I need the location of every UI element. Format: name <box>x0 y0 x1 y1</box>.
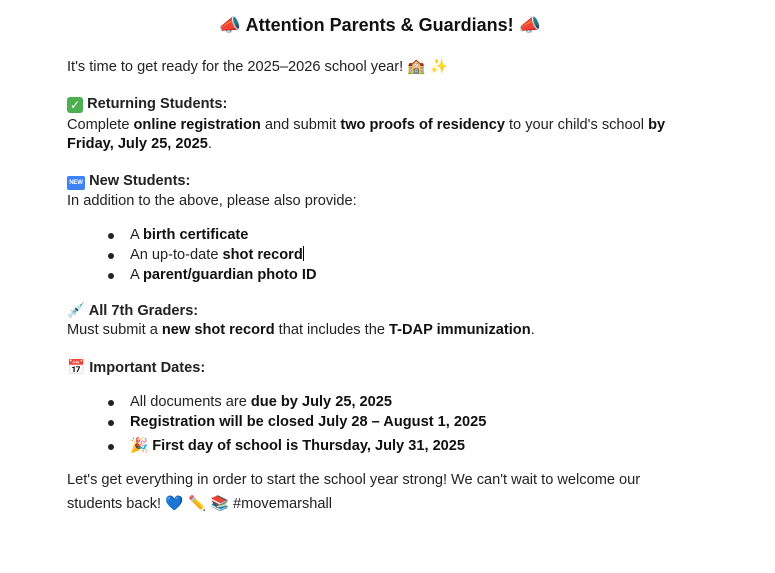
text-run: that includes the <box>274 322 390 338</box>
closing-paragraph <box>67 469 677 516</box>
returning-heading-text: Returning Students: <box>87 96 228 112</box>
check-mark-icon: ✓ <box>67 97 83 113</box>
first-day-of-school: First day of school is Thursday, July 31, 2025 <box>152 438 466 454</box>
shot-record: shot record <box>222 247 303 263</box>
photo-id: parent/guardian photo ID <box>142 267 317 283</box>
text-run: . <box>530 322 535 338</box>
tdap-immunization: T-DAP immunization <box>389 322 531 338</box>
text-run: An up-to-date <box>130 247 223 263</box>
closing-text: Let's get everything in order to start the school year strong! We can't wait to welcome our students back! <box>67 472 641 512</box>
returning-deadline: by Friday, July 25, 2025 <box>67 117 666 152</box>
megaphone-icon: 📣 <box>218 15 242 36</box>
text-run: Complete <box>67 117 134 133</box>
hashtag: #movemarshall <box>233 496 332 512</box>
online-registration: online registration <box>133 117 261 133</box>
important-dates-list <box>105 392 665 456</box>
intro-paragraph <box>67 57 677 77</box>
returning-heading <box>67 95 677 114</box>
intro-text: It's time to get ready for the 2025–2026 school year! <box>67 59 404 75</box>
list-item <box>105 412 665 432</box>
seventh-heading-text: All 7th Graders: <box>88 303 199 319</box>
new-badge-icon: NEW <box>67 176 85 190</box>
title-text: Attention Parents & Guardians! <box>245 15 514 35</box>
documents-deadline: due by July 25, 2025 <box>250 394 393 410</box>
syringe-icon: 💉 <box>67 302 86 319</box>
school-sparkles-icon: 🏫 ✨ <box>407 58 449 75</box>
new-students-paragraph <box>67 192 677 211</box>
new-students-text: In addition to the above, please also provide: <box>67 193 357 209</box>
megaphone-icon: 📣 <box>518 15 542 36</box>
new-students-heading <box>67 172 677 191</box>
text-run: All documents are <box>130 394 251 410</box>
list-item <box>105 245 665 265</box>
list-item <box>105 265 665 285</box>
text-run: and submit <box>260 117 341 133</box>
seventh-graders-heading <box>67 301 677 321</box>
list-item <box>105 225 665 245</box>
dates-heading-text: Important Dates: <box>89 360 206 376</box>
heart-pencil-books-icon: 💙 ✏️ 📚 <box>165 495 229 512</box>
text-cursor <box>303 246 304 261</box>
text-run: A <box>130 267 143 283</box>
text-run: to your child's school <box>504 117 649 133</box>
new-students-heading-text: New Students: <box>89 173 191 189</box>
calendar-icon: 📅 <box>67 359 86 376</box>
text-run: . <box>207 136 212 152</box>
new-students-list <box>105 225 665 285</box>
list-item <box>105 392 665 412</box>
returning-paragraph <box>67 116 677 154</box>
list-item <box>105 436 665 456</box>
important-dates-heading <box>67 358 677 378</box>
new-shot-record: new shot record <box>161 322 275 338</box>
page-title <box>0 15 760 36</box>
two-proofs-of-residency: two proofs of residency <box>340 117 505 133</box>
birth-certificate: birth certificate <box>142 227 249 243</box>
party-popper-icon: 🎉 <box>130 437 149 454</box>
registration-closed: Registration will be closed July 28 – August 1, 2025 <box>130 414 487 430</box>
seventh-graders-paragraph <box>67 321 677 340</box>
text-run: Must submit a <box>67 322 162 338</box>
text-run: A <box>130 227 143 243</box>
